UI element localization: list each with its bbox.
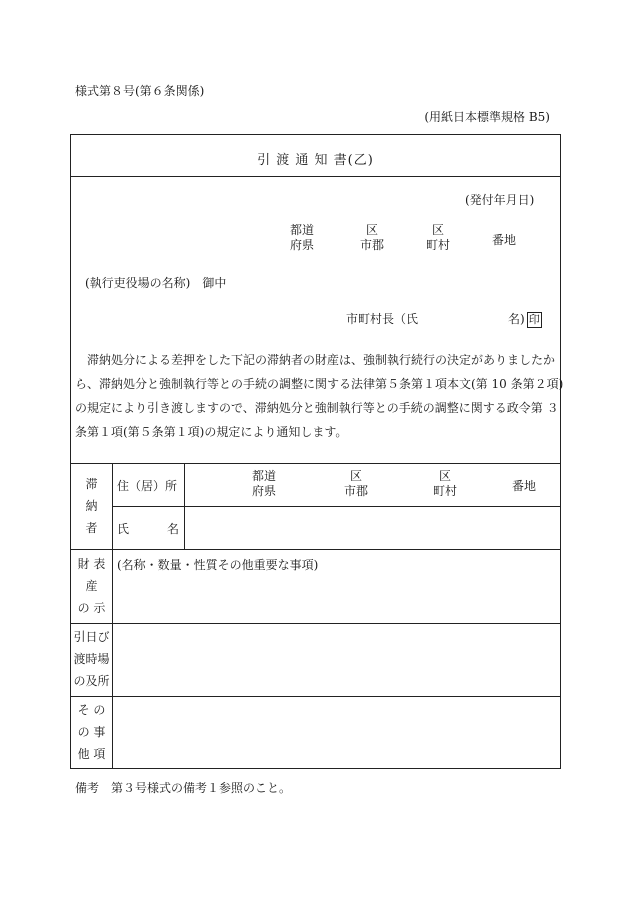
taxpayer-label: 滞 納 者 (85, 477, 98, 535)
body-line: 滞納処分による差押をした下記の滞納者の財産は、強制執行続行の決定がありましたか (75, 353, 556, 367)
recipient-name: (執行吏役場の名称) 御中 (85, 276, 227, 290)
form-title: 引 渡 通 知 書(乙) (257, 153, 374, 168)
form-number: 様式第８号(第６条関係) (75, 84, 205, 98)
other-label: そ の の 事 他 項 (77, 703, 106, 761)
recipient-todofuken: 都道 府県 (289, 223, 314, 252)
taxpayer-ku-chouson: 区 町村 (432, 469, 457, 498)
notice-body (75, 348, 564, 444)
taxpayer-name-label-2: 名 (167, 522, 180, 536)
taxpayer-address-label: 住（居）所 (117, 479, 178, 493)
address-name-divider (112, 506, 560, 507)
recipient-ku-shigun: 区 市郡 (359, 223, 384, 252)
notice-form (70, 134, 564, 769)
body-line: の規定により引き渡しますので、滞納処分と強制執行等との手続の調整に関する政令第 ３ (75, 401, 559, 415)
recipient-ku-chouson: 区 町村 (425, 223, 450, 252)
table-top-divider (71, 463, 560, 464)
taxpayer-property-divider (71, 549, 560, 550)
paper-size: (用紙日本標準規格 B5) (424, 110, 550, 124)
sender-label: 市町村長（氏 (346, 312, 419, 326)
property-content: (名称・数量・性質その他重要な事項) (117, 558, 319, 572)
title-divider (71, 176, 560, 177)
footnote: 備考 第３号様式の備考１参照のこと。 (75, 781, 292, 795)
delivery-other-divider (71, 696, 560, 697)
taxpayer-banchi: 番地 (512, 479, 537, 493)
issue-date: (発付年月日) (465, 193, 535, 207)
seal-mark: 印 (528, 313, 540, 326)
recipient-banchi: 番地 (492, 233, 517, 247)
body-line: ら、滞納処分と強制執行等との手続の調整に関する法律第５条第１項本文(第 10 条第２項) (75, 377, 564, 391)
delivery-label: 引日び 渡時場 の及所 (73, 630, 110, 688)
sender-name-end: 名) 印 (508, 312, 540, 326)
taxpayer-name-label-1: 氏 (117, 522, 130, 536)
label-column-divider (112, 463, 113, 769)
property-label: 財 表 産 の 示 (77, 557, 106, 615)
taxpayer-ku-shigun: 区 市郡 (343, 469, 368, 498)
body-line: 条第１項(第５条第１項)の規定により通知します。 (75, 425, 348, 439)
taxpayer-todofuken: 都道 府県 (251, 469, 276, 498)
property-delivery-divider (71, 623, 560, 624)
